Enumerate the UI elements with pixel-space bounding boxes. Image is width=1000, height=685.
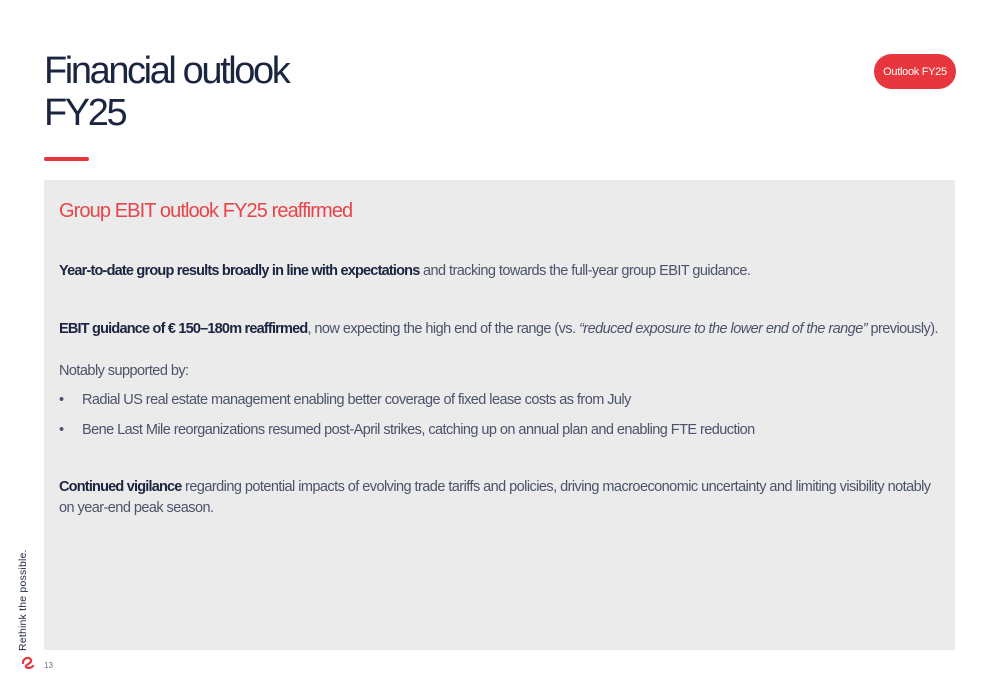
paragraph-text: previously). xyxy=(867,321,939,337)
paragraph-ebit-guidance xyxy=(59,319,939,340)
content-panel xyxy=(44,180,955,650)
brand-swirl-icon xyxy=(21,655,35,669)
paragraph-text: , now expecting the high end of the range (vs. xyxy=(307,321,580,337)
paragraph-quote: “reduced exposure to the lower end of the range” xyxy=(579,321,867,337)
bullet-icon: • xyxy=(59,392,64,408)
page-title-line-2: FY25 xyxy=(44,92,126,134)
bullet-icon: • xyxy=(59,422,64,438)
paragraph-text: regarding potential impacts of evolving trade tariffs and policies, driving macroeconomic uncertainty and limiting visibility notably on year-end peak season. xyxy=(59,479,931,516)
list-item-text: Bene Last Mile reorganizations resumed post-April strikes, catching up on annual plan and enabling FTE reduction xyxy=(82,422,755,438)
panel-heading: Group EBIT outlook FY25 reaffirmed xyxy=(59,200,353,222)
paragraph-text: and tracking towards the full-year group EBIT guidance. xyxy=(419,263,751,279)
paragraph-ytd-results xyxy=(59,261,939,282)
page-title xyxy=(44,50,644,134)
paragraph-supported-by: Notably supported by: xyxy=(59,363,189,379)
title-underline xyxy=(44,157,89,161)
page-title-line-1: Financial outlook xyxy=(44,50,289,92)
brand-tagline: Rethink the possible. xyxy=(17,549,29,651)
paragraph-bold: EBIT guidance of € 150–180m reaffirmed xyxy=(59,321,308,337)
section-badge: Outlook FY25 xyxy=(874,54,956,89)
page-number: 13 xyxy=(44,661,53,670)
paragraph-bold: Year-to-date group results broadly in line with expectations xyxy=(59,263,420,279)
list-item-text: Radial US real estate management enabling better coverage of fixed lease costs as from July xyxy=(82,392,631,408)
paragraph-bold: Continued vigilance xyxy=(59,479,182,495)
paragraph-vigilance xyxy=(59,477,939,519)
